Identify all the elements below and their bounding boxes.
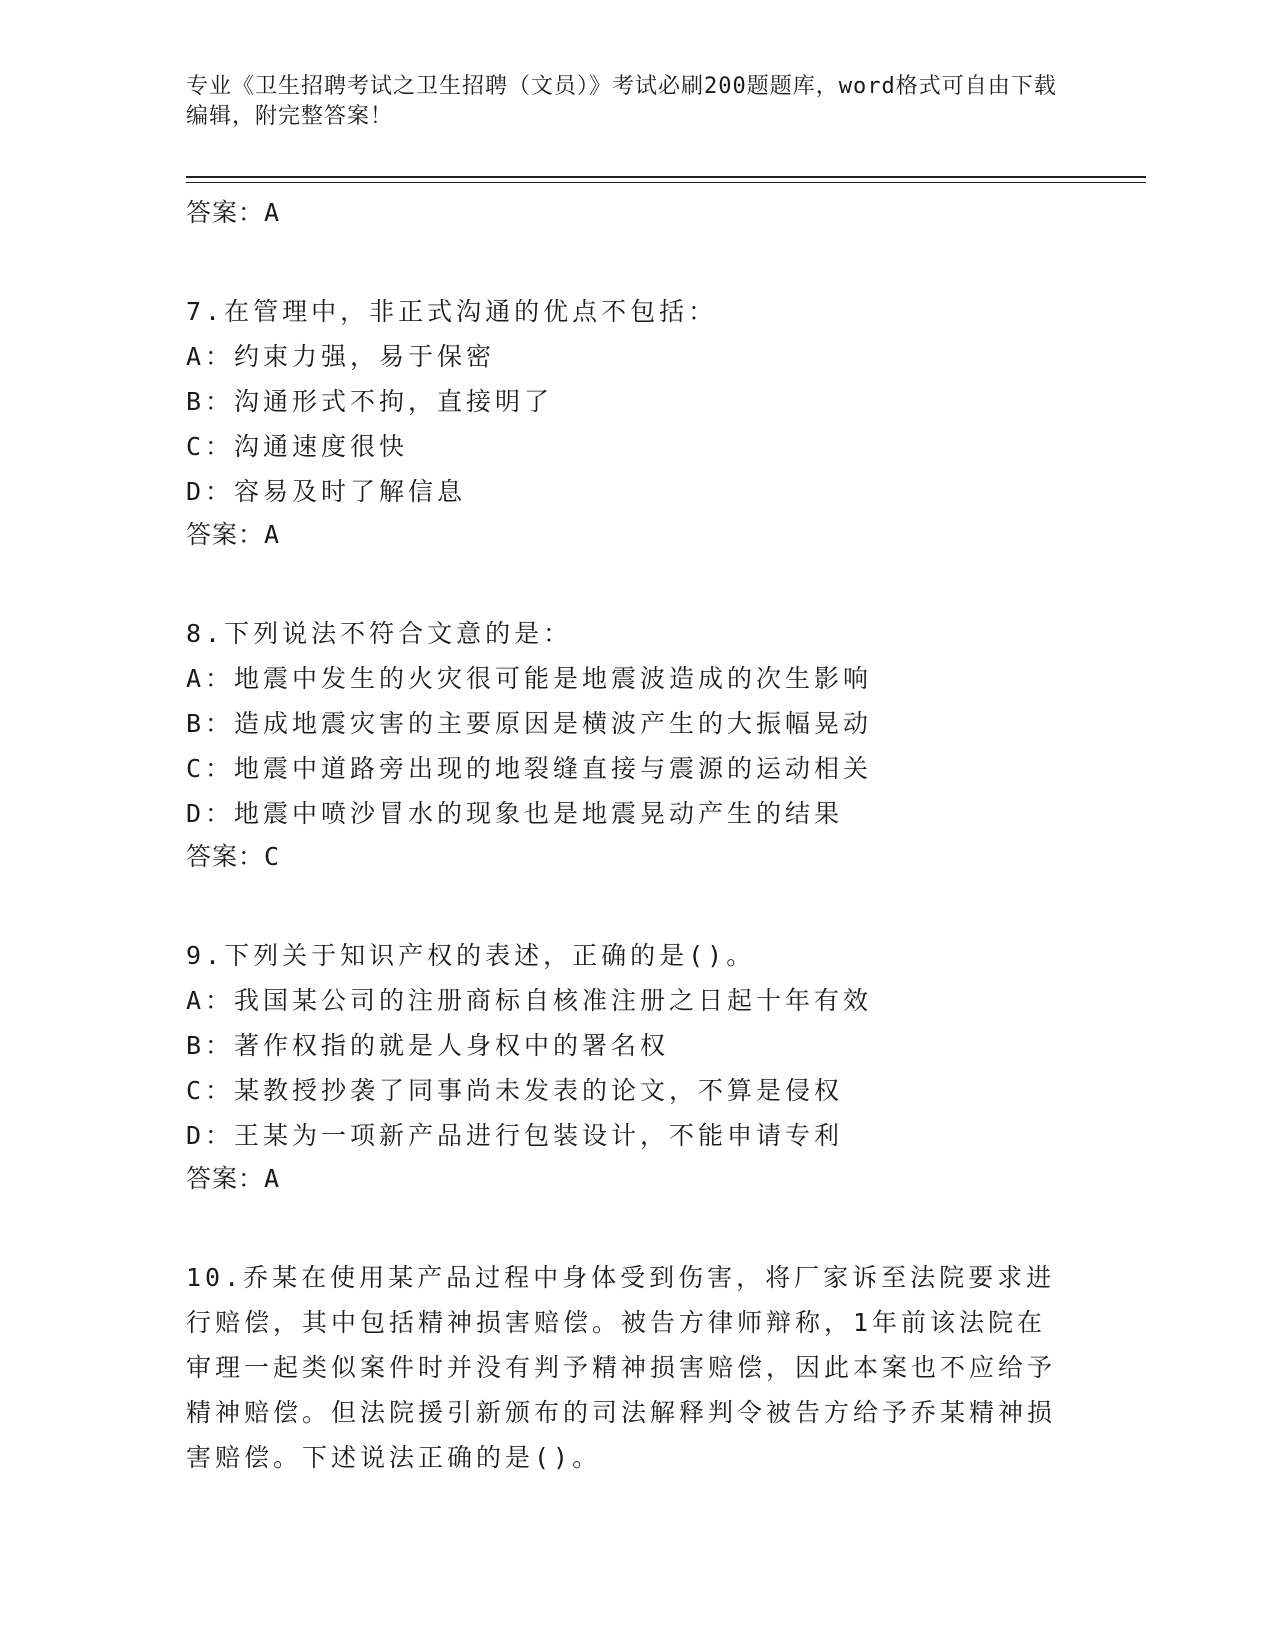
option-d: D：王某为一项新产品进行包装设计，不能申请专利 bbox=[186, 1121, 844, 1150]
question-text: 7.在管理中，非正式沟通的优点不包括： bbox=[186, 297, 718, 326]
question-item bbox=[186, 1255, 1086, 1480]
option-b: B：沟通形式不拘，直接明了 bbox=[186, 387, 554, 416]
question-item bbox=[186, 933, 1086, 1200]
question-item bbox=[186, 611, 1086, 878]
question-item bbox=[186, 289, 1086, 556]
option-c: C：某教授抄袭了同事尚未发表的论文，不算是侵权 bbox=[186, 1076, 844, 1105]
answer-line: 答案：C bbox=[186, 842, 281, 871]
answer-line: 答案：A bbox=[186, 198, 281, 227]
question-text: 10.乔某在使用某产品过程中身体受到伤害，将厂家诉至法院要求进行赔偿，其中包括精神损害赔偿。被告方律师辩称，1年前该法院在审理一起类似案件时并没有判予精神损害赔偿，因此本案也不应给予精神赔偿。但法院援引新颁布的司法解释判令被告方给予乔某精神损害赔偿。下述说法正确的是()。 bbox=[186, 1263, 1057, 1472]
question-list bbox=[186, 192, 1086, 1480]
document-header: 专业《卫生招聘考试之卫生招聘（文员）》考试必刷200题题库，word格式可自由下载编辑，附完整答案！ bbox=[186, 74, 1057, 129]
header-rule bbox=[186, 176, 1146, 178]
option-b: B：造成地震灾害的主要原因是横波产生的大振幅晃动 bbox=[186, 709, 873, 738]
option-c: C：沟通速度很快 bbox=[186, 432, 409, 461]
header-rule-thin bbox=[186, 182, 1146, 183]
answer-line: 答案：A bbox=[186, 520, 281, 549]
question-text: 8.下列说法不符合文意的是： bbox=[186, 619, 573, 648]
option-a: A：地震中发生的火灾很可能是地震波造成的次生影响 bbox=[186, 664, 873, 693]
option-d: D：容易及时了解信息 bbox=[186, 477, 467, 506]
question-text: 9.下列关于知识产权的表述，正确的是()。 bbox=[186, 941, 756, 970]
option-a: A：我国某公司的注册商标自核准注册之日起十年有效 bbox=[186, 986, 873, 1015]
option-b: B：著作权指的就是人身权中的署名权 bbox=[186, 1031, 670, 1060]
answer-line: 答案：A bbox=[186, 1164, 281, 1193]
option-d: D：地震中喷沙冒水的现象也是地震晃动产生的结果 bbox=[186, 799, 844, 828]
option-c: C：地震中道路旁出现的地裂缝直接与震源的运动相关 bbox=[186, 754, 873, 783]
option-a: A：约束力强，易于保密 bbox=[186, 342, 496, 371]
